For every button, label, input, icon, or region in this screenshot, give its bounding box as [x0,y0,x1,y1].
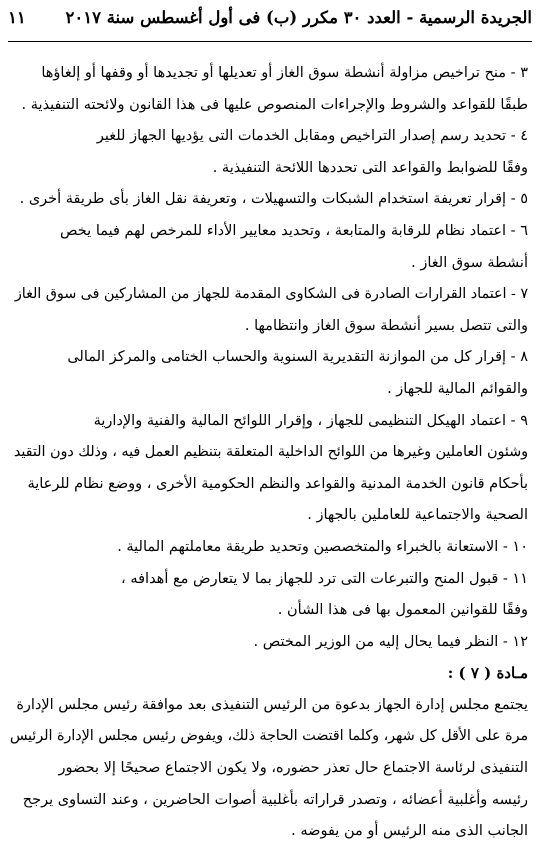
text-line: يجتمع مجلس إدارة الجهاز بدعوة من الرئيس التنفيذى بعد موافقة رئيس مجلس الإدارة [16,696,528,713]
text-line: ٣ - منح تراخيص مزاولة أنشطة سوق الغاز أو تعديلها أو تجديدها أو وقفها أو إلغاؤها [41,65,528,81]
text-line: والتى تتصل بسير أنشطة سوق الغاز وانتظامها . [244,317,528,334]
text-line: ٧ - اعتماد القرارات الصادرة فى الشكاوى المقدمة للجهاز من المشاركين فى سوق الغاز [14,286,528,303]
page-number: ١١ [8,7,26,27]
header-title: الجريدة الرسمية - العدد ٣٠ مكرر (ب) فى أول أغسطس سنة ٢٠١٧ [65,7,532,27]
header-divider [8,41,532,42]
text-line: والقوائم المالية للجهاز . [387,380,528,397]
text-line: ١١ - قبول المنح والتبرعات التى ترد للجهاز بما لا يتعارض مع أهدافه ، [121,570,528,587]
text-line: ٦ - اعتماد نظام للرقابة والمتابعة ، وتحديد معايير الأداء للمرخص لهم فيما يخص [60,222,528,239]
text-line: ١٢ - النظر فيما يحال إليه من الوزير المختص . [253,633,528,650]
text-line: وفقًا للقوانين المعمول بها فى هذا الشأن . [277,602,528,619]
text-line: رئيسه وأغلبية أعضائه ، وتصدر قراراته بأغلبية أصوات الحاضرين ، وعند التساوى يرجح [22,791,528,808]
text-line: وفقًا للضوابط والقواعد التى تحددها اللائحة التنفيذية . [212,159,528,176]
text-line: الجانب الذى منه الرئيس أو من يفوضه . [291,823,528,840]
text-line: الصحية والاجتماعية للعاملين بالجهاز . [307,507,528,524]
article-heading: مـادة ( ٧ ) : [447,664,528,683]
text-line: بأحكام قانون الخدمة المدنية والقواعد والنظم الحكومية الأخرى ، ووضع نظام للرعاية [27,475,528,492]
text-line: طبقًا للقواعد والشروط والإجراءات المنصوص عليها فى هذا القانون ولائحته التنفيذية . [21,96,528,113]
text-line: ٩ - اعتماد الهيكل التنظيمى للجهاز ، وإقرار اللوائح المالية والفنية والإدارية [93,412,528,429]
text-line: ٥ - إقرار تعريفة استخدام الشبكات والتسهيلات ، وتعريفة نقل الغاز بأى طريقة أخرى . [19,191,528,208]
text-line: ١٠ - الاستعانة بالخبراء والمتخصصين وتحديد طريقة معاملتهم المالية . [117,538,528,555]
text-line: ٤ - تحديد رسم إصدار التراخيص ومقابل الخدمات التى يؤديها الجهاز للغير [96,128,528,145]
page-header [8,4,532,30]
text-line: التنفيذى لرئاسة الاجتماع حال تعذر حضوره، ولا يكون الاجتماع صحيحًا إلا بحضور [58,760,528,777]
text-line: وشئون العاملين وغيرها من اللوائح الداخلية المتعلقة بتنظيم العمل فيه ، وذلك دون التقيد [13,444,528,461]
text-line: مرة على الأقل كل شهر، وكلما اقتضت الحاجة ذلك، ويفوض رئيس مجلس الإدارة الرئيس [10,728,528,745]
text-line: ٨ - إقرار كل من الموازنة التقديرية السنوية والحساب الختامى والمركز المالى [67,349,528,366]
document-body [10,58,528,848]
text-line: أنشطة سوق الغاز . [411,254,528,271]
